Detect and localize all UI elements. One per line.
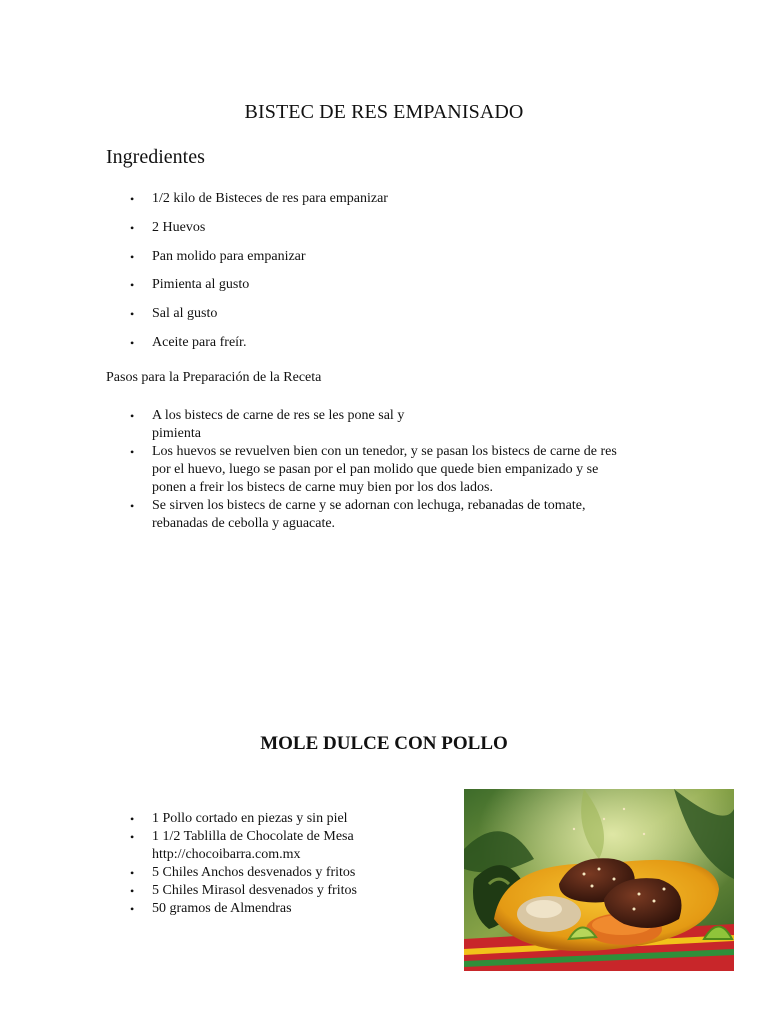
ingredients-list [106,810,436,918]
ingredient-link: http://chocoibarra.com.mx [152,847,301,862]
bullet-icon: • [130,249,135,264]
list-item [106,828,436,864]
step-line: Los huevos se revuelven bien con un tenedor, y se pasan los bistecs de carne de res [152,444,617,459]
list-item [106,248,666,266]
bullet-icon: • [130,220,135,235]
ingredients-list [106,190,666,363]
list-item [106,276,666,294]
bullet-icon: • [130,830,135,844]
list-item [106,864,436,882]
bullet-icon: • [130,278,135,293]
list-item [106,810,436,828]
list-item [106,407,666,443]
ingredient-text: Pan molido para empanizar [152,248,306,264]
ingredient-text: 1/2 kilo de Bisteces de res para empanizar [152,191,388,206]
ingredient-text: 2 Huevos [152,219,206,235]
step-line: por el huevo, luego se pasan por el pan molido que quede bien empanizado y se [152,462,599,477]
bullet-icon: • [130,192,135,206]
ingredient-text: 1 Pollo cortado en piezas y sin piel [152,811,348,826]
list-item [106,219,666,237]
ingredient-text: Aceite para freír. [152,334,247,350]
step-line: pimienta [152,426,201,441]
ingredient-text: Sal al gusto [152,306,218,322]
list-item [106,497,666,533]
list-item [106,334,666,352]
recipe-title: MOLE DULCE CON POLLO [260,733,508,754]
step-line: rebanadas de cebolla y aguacate. [152,516,336,531]
list-item [106,900,436,918]
list-item [106,443,666,497]
step-line: Se sirven los bistecs de carne y se adornan con lechuga, rebanadas de tomate, [152,498,586,513]
list-item [106,190,666,208]
bullet-icon: • [130,866,135,880]
step-line: ponen a freir los bistecs de carne muy bien por los dos lados. [152,480,493,495]
list-item [106,305,666,323]
recipe-title: BISTEC DE RES EMPANISADO [244,101,524,123]
ingredient-text: Pimienta al gusto [152,277,250,293]
bullet-icon: • [130,902,135,916]
mole-dish-photo [464,789,734,971]
bullet-icon: • [130,499,135,513]
bullet-icon: • [130,884,135,898]
ingredient-text: 1 1/2 Tablilla de Chocolate de Mesa [152,829,354,844]
bullet-icon: • [130,307,135,322]
bullet-icon: • [130,335,135,350]
bullet-icon: • [130,812,135,826]
list-item [106,882,436,900]
ingredient-text: 50 gramos de Almendras [152,901,292,916]
step-line: A los bistecs de carne de res se les pone sal y [152,408,405,423]
ingredient-text: 5 Chiles Mirasol desvenados y fritos [152,883,357,898]
steps-heading: Pasos para la Preparación de la Receta [106,370,322,385]
steps-list [106,407,666,533]
bullet-icon: • [130,445,135,459]
bullet-icon: • [130,409,135,423]
ingredient-text: 5 Chiles Anchos desvenados y fritos [152,865,356,880]
ingredients-heading: Ingredientes [106,146,205,168]
